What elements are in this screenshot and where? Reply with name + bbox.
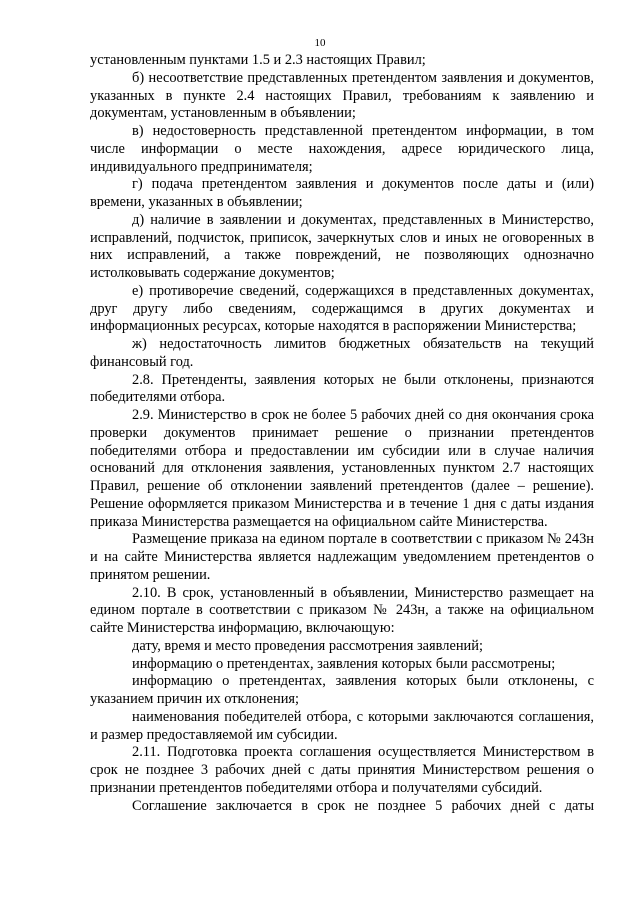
paragraph: дату, время и место проведения рассмотрения заявлений; [132,637,483,654]
paragraph: в) недостоверность представленной претендентом информации, в том числе информации о месте нахождения, адресе юридического лица, индивидуального предпринимателя; [90,123,594,175]
paragraph: е) противоречие сведений, содержащихся в представленных документах, друг другу либо сведениям, содержащимся в других документах и информационных ресурсах, которые находятся в распоряжении Министерства; [90,282,594,335]
paragraph: г) подача претендентом заявления и документов после даты и (или) времени, указанных в объявлении; [90,176,594,210]
paragraph: информацию о претендентах, заявления которых были отклонены, с указанием причин их отклонения; [90,673,594,707]
paragraph: 2.11. Подготовка проекта соглашения осуществляется Министерством в срок не позднее 3 рабочих дней с даты принятия Министерством решения о признании претендентов победителями отбора и получателями субсидий. [90,744,594,796]
paragraph: установленным пунктами 1.5 и 2.3 настоящих Правил; [90,52,426,68]
paragraph: ж) недостаточность лимитов бюджетных обязательств на текущий финансовый год. [90,336,594,370]
paragraph: б) несоответствие представленных претендентом заявления и документов, указанных в пункте 2.4 настоящих Правил, требованиям к заявлению и документам, установленным в объявлении; [90,69,594,122]
paragraph: 2.8. Претенденты, заявления которых не были отклонены, признаются победителями отбора. [90,371,594,406]
paragraph: информацию о претендентах, заявления которых были рассмотрены; [132,655,556,672]
paragraph: 2.9. Министерство в срок не более 5 рабочих дней со дня окончания срока проверки документов принимает решение о признании претендентов победителями отбора и предоставлении им субсидии или в случае наличия оснований для отклонения заявления, установленных пунктом 2.7 настоящих Правил, решение об отклонении заявлений претендентов (далее – решение). Решение оформляется приказом Министерства и в течение 1 дня с даты издания приказа Министерства размещается на официальном сайте Министерства. [90,407,594,530]
document-body [90,52,594,815]
paragraph: Размещение приказа на едином портале в соответствии с приказом № 243н и на сайте Министерства является надлежащим уведомлением претендентов о принятом решении. [90,531,594,583]
paragraph: 2.10. В срок, установленный в объявлении, Министерство размещает на едином портале в соответствии с приказом № 243н, а также на официальном сайте Министерства информацию, включающую: [90,584,594,636]
paragraph: д) наличие в заявлении и документах, представленных в Министерство, исправлений, подчисток, приписок, зачеркнутых слов и иных не оговоренных в них исправлений, а также повреждений, не позволяющих однозначно истолковывать содержание документов; [90,211,594,281]
paragraph: наименования победителей отбора, с которыми заключаются соглашения, и размер предоставляемой им субсидии. [90,708,594,743]
page-number: 10 [314,37,326,49]
paragraph: Соглашение заключается в срок не позднее 5 рабочих дней с даты [132,797,594,814]
